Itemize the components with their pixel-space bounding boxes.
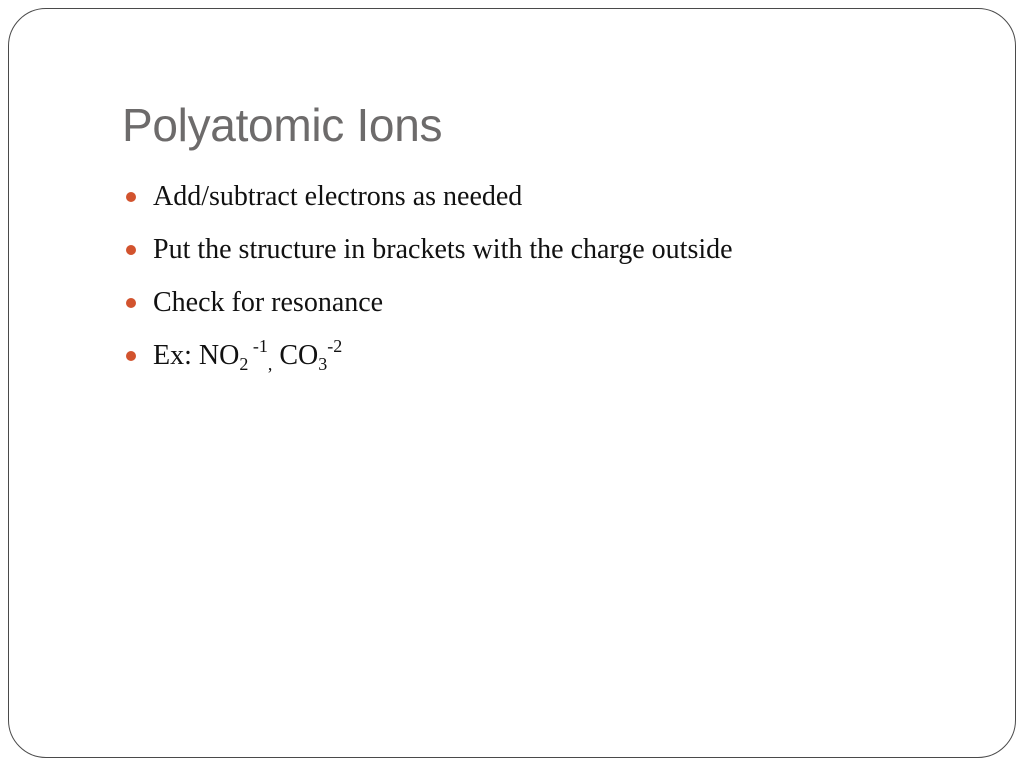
bullet-item-example [126,336,733,389]
bullet-dot-icon [126,351,136,361]
bullet-text: Check for resonance [153,287,384,318]
bullet-dot-icon [126,298,136,308]
bullet-list [126,177,733,389]
ion2-charge: -2 [327,336,343,356]
bullet-dot-icon [126,192,136,202]
ion2-subscript: 3 [318,354,328,374]
bullet-text: Put the structure in brackets with the charge outside [153,234,733,265]
ion1-subscript: 2 [239,354,249,374]
ion1-charge: -1 [248,336,268,356]
bullet-item [126,283,733,336]
bullet-item [126,230,733,283]
slide-title: Polyatomic Ions [122,99,443,151]
slide [8,8,1016,758]
example-separator: , [267,354,273,374]
example-prefix: Ex: [153,340,199,371]
bullet-text: Add/subtract electrons as needed [153,181,523,212]
bullet-dot-icon [126,245,136,255]
ion2-formula: CO [272,340,319,371]
ion1-formula: NO [198,340,240,371]
bullet-item [126,177,733,230]
